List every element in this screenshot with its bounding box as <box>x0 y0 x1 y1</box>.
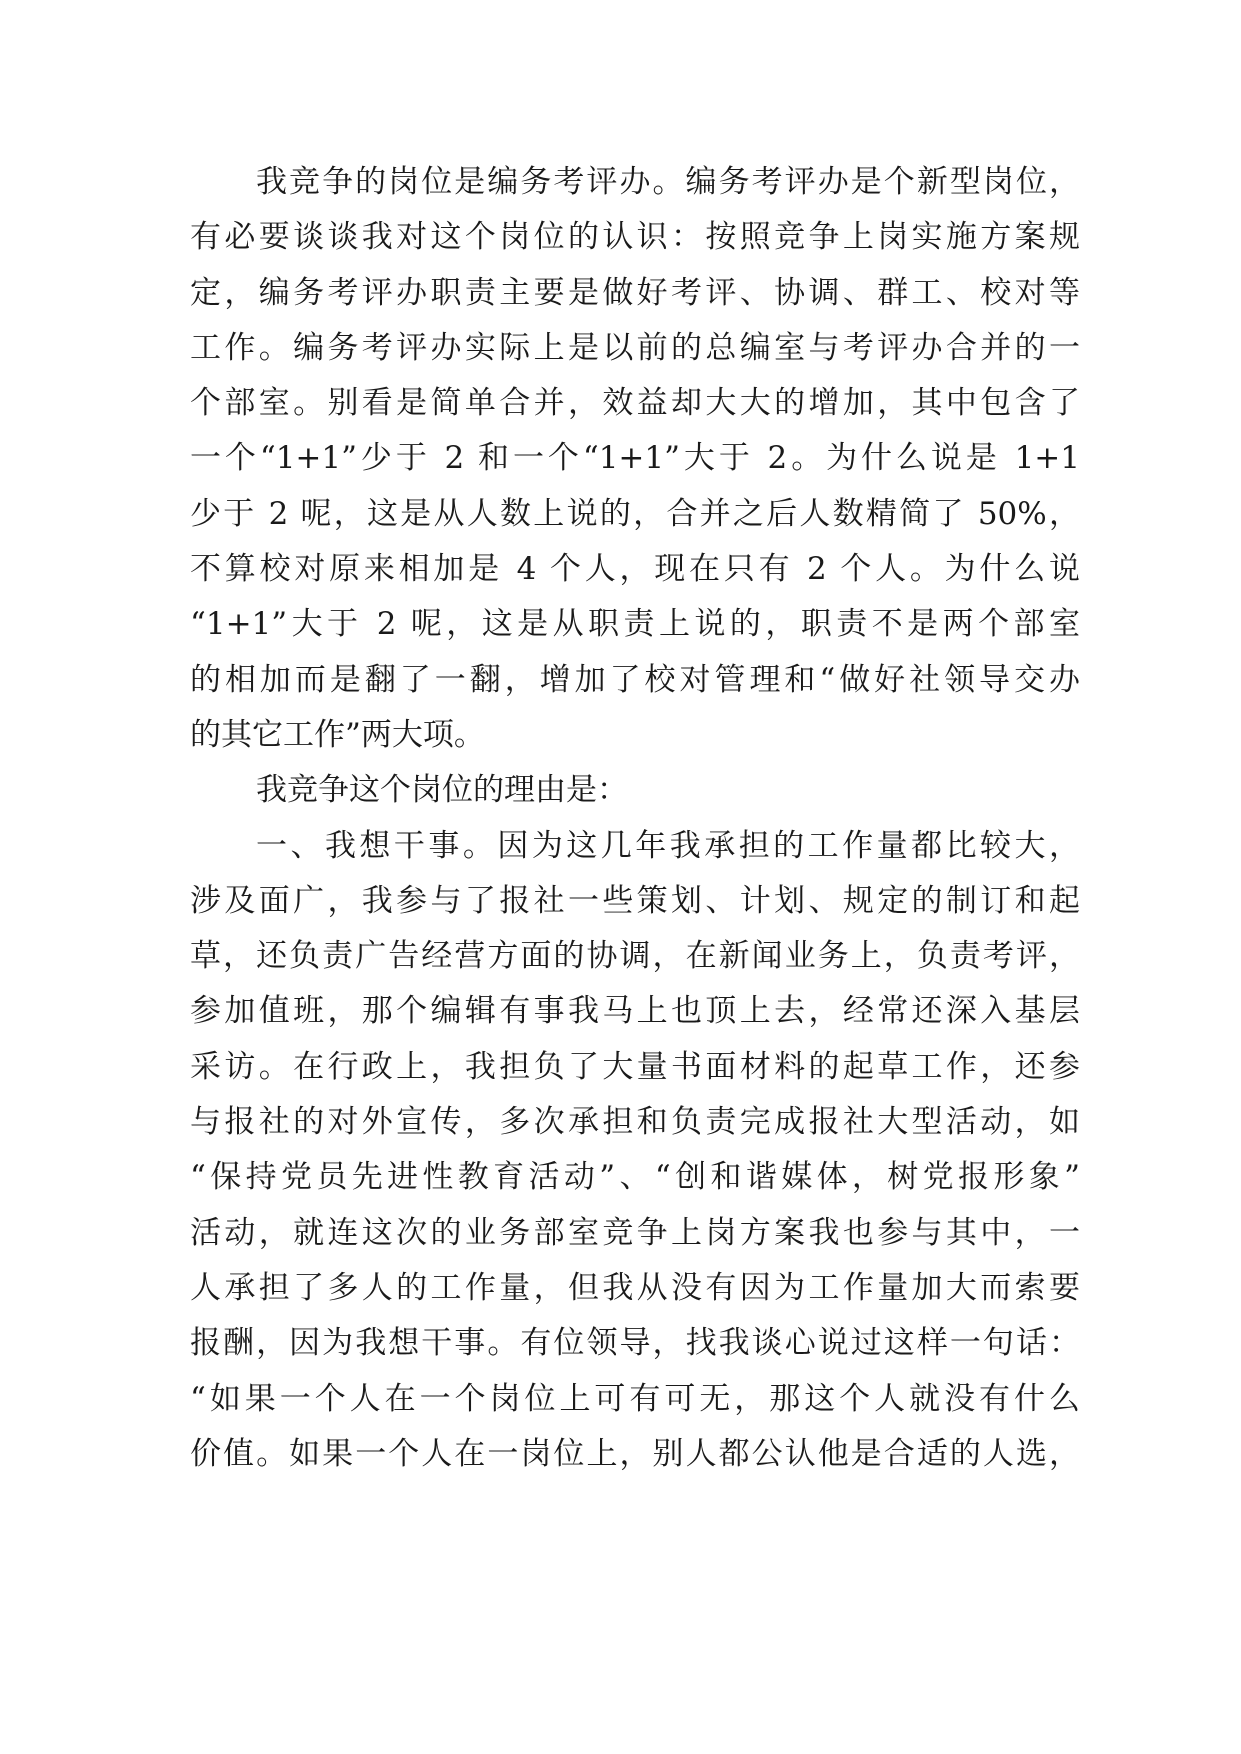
text-line: 报酬，因为我想干事。有位领导，找我谈心说过这样一句话： <box>190 1325 1080 1362</box>
text-line: 的其它工作”两大项。 <box>190 716 485 753</box>
text-line: 草，还负责广告经营方面的协调，在新闻业务上，负责考评， <box>190 938 1080 975</box>
text-line: 我竞争这个岗位的理由是： <box>256 772 628 809</box>
text-line: “如果一个人在一个岗位上可有可无，那这个人就没有什么 <box>190 1380 1080 1417</box>
paragraph-reasons-intro <box>190 763 1080 818</box>
text-line: 少于 2 呢，这是从人数上说的，合并之后人数精简了 50%， <box>190 495 1080 532</box>
body-text <box>190 155 1080 1482</box>
text-line: 人承担了多人的工作量，但我从没有因为工作量加大而索要 <box>190 1269 1080 1306</box>
text-line: 不算校对原来相加是 4 个人，现在只有 2 个人。为什么说 <box>190 551 1080 588</box>
text-line: 一、我想干事。因为这几年我承担的工作量都比较大， <box>256 827 1080 864</box>
text-line: 采访。在行政上，我担负了大量书面材料的起草工作，还参 <box>190 1048 1080 1085</box>
paragraph-position-overview <box>190 155 1080 763</box>
text-line: 一个“1+1”少于 2 和一个“1+1”大于 2。为什么说是 1+1 <box>190 440 1080 477</box>
text-line: 的相加而是翻了一翻，增加了校对管理和“做好社领导交办 <box>190 661 1080 698</box>
text-line: 与报社的对外宣传，多次承担和负责完成报社大型活动，如 <box>190 1104 1080 1141</box>
text-line: “1+1”大于 2 呢，这是从职责上说的，职责不是两个部室 <box>190 606 1080 643</box>
text-line: 个部室。别看是简单合并，效益却大大的增加，其中包含了 <box>190 385 1080 422</box>
text-line: 定，编务考评办职责主要是做好考评、协调、群工、校对等 <box>190 274 1080 311</box>
text-line: 涉及面广，我参与了报社一些策划、计划、规定的制订和起 <box>190 882 1080 919</box>
text-line: 参加值班，那个编辑有事我马上也顶上去，经常还深入基层 <box>190 993 1080 1030</box>
text-line: 有必要谈谈我对这个岗位的认识：按照竞争上岗实施方案规 <box>190 219 1080 256</box>
text-line: 价值。如果一个人在一岗位上，别人都公认他是合适的人选， <box>190 1435 1080 1472</box>
paragraph-reason-one <box>190 819 1080 1483</box>
text-line: 我竞争的岗位是编务考评办。编务考评办是个新型岗位， <box>256 164 1080 200</box>
text-line: “保持党员先进性教育活动”、“创和谐媒体，树党报形象” <box>190 1159 1080 1196</box>
text-line: 活动，就连这次的业务部室竞争上岗方案我也参与其中，一 <box>190 1214 1080 1251</box>
text-line: 工作。编务考评办实际上是以前的总编室与考评办合并的一 <box>190 329 1080 366</box>
